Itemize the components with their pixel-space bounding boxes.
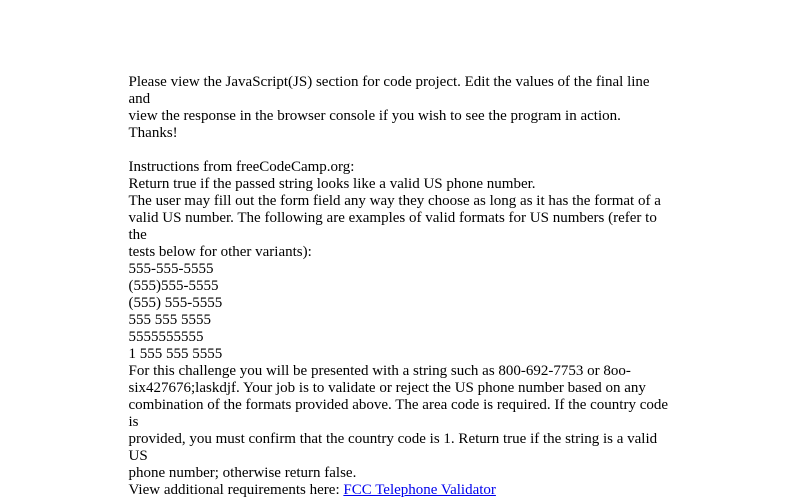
fcc-telephone-validator-link[interactable]: FCC Telephone Validator xyxy=(343,482,496,498)
phone-format-example: (555) 555-5555 xyxy=(128,295,223,311)
text-line: The user may fill out the form field any way they choose as long as it has the format of a xyxy=(128,193,661,209)
phone-format-example: 5555555555 xyxy=(128,329,204,345)
link-line-prefix: View additional requirements here: xyxy=(128,482,344,498)
text-line: six427676;laskdjf. Your job is to validate or reject the US phone number based on any xyxy=(128,380,646,396)
text-line: view the response in the browser console if you wish to see the program in action. Thanks! xyxy=(128,108,625,141)
intro-paragraph xyxy=(129,74,672,142)
phone-format-example: 555-555-5555 xyxy=(128,261,214,277)
phone-format-example: 1 555 555 5555 xyxy=(128,346,223,362)
text-line: Please view the JavaScript(JS) section for code project. Edit the values of the final line and xyxy=(128,74,654,107)
text-line: Return true if the passed string looks like a valid US phone number. xyxy=(128,176,536,192)
text-line: phone number; otherwise return false. xyxy=(128,465,357,481)
document-body xyxy=(129,0,672,499)
instructions-heading-line: Instructions from freeCodeCamp.org: xyxy=(128,159,355,175)
phone-format-example: (555)555-5555 xyxy=(128,278,219,294)
instructions-paragraph xyxy=(129,159,672,499)
text-line: combination of the formats provided above. The area code is required. If the country code is xyxy=(128,397,672,430)
text-line: valid US number. The following are examples of valid formats for US numbers (refer to the xyxy=(128,210,661,243)
text-line: provided, you must confirm that the country code is 1. Return true if the string is a valid US xyxy=(128,431,661,464)
text-line: For this challenge you will be presented with a string such as 800-692-7753 or 8oo- xyxy=(128,363,631,379)
text-line: tests below for other variants): xyxy=(128,244,312,260)
phone-format-example: 555 555 5555 xyxy=(128,312,211,328)
link-line xyxy=(129,482,672,499)
